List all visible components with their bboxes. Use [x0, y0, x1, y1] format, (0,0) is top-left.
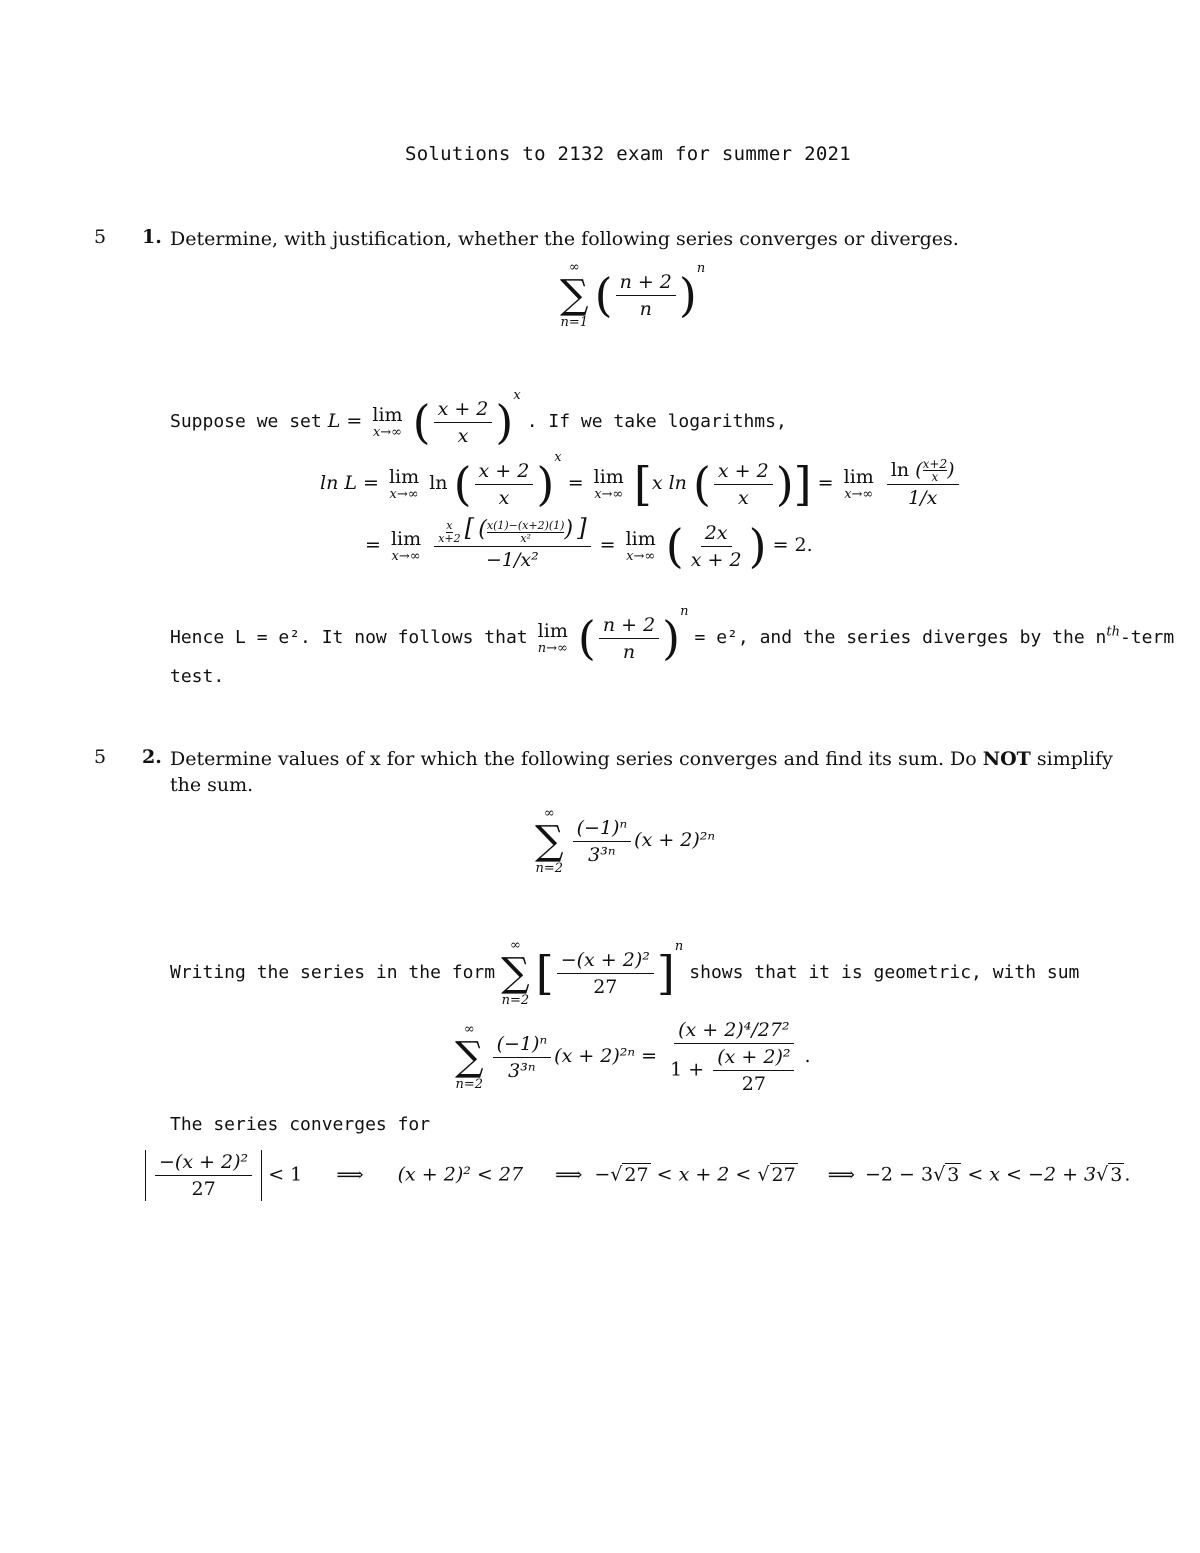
q1-test-text: test. — [170, 666, 225, 687]
equals: = — [641, 1045, 658, 1067]
q2-series — [535, 806, 715, 876]
logs-text: . If we take logarithms, — [526, 411, 787, 432]
q1-hence-line: Hence L = e². It now follows that lim n→∞ ( $\frac{n + 2}{n}$ )$^n$ = e², and the series diverges by the $n^{th}$-term — [170, 604, 1175, 665]
lim-word: lim — [372, 404, 403, 426]
frac-den: x + 2 — [690, 548, 742, 571]
sqrt-27: 27 — [771, 1163, 796, 1186]
frac-num: −(x + 2)² — [557, 948, 654, 974]
q1-sum-lower: n=1 — [560, 315, 589, 330]
small-num: x(1)−(x+2)(1) — [486, 519, 565, 532]
frac-num: (−1)ⁿ — [493, 1032, 552, 1058]
implies-arrow: ⟹ — [827, 1163, 855, 1186]
lim-word: lim — [843, 466, 874, 488]
lim-word: lim — [388, 466, 420, 488]
q2-sum-result — [455, 1018, 811, 1096]
one-plus: 1 + — [670, 1058, 705, 1081]
q2-points: 5 — [94, 746, 107, 768]
lim-word: lim — [537, 620, 568, 642]
equals: = — [599, 534, 616, 556]
q2-prompt-c: the sum. — [170, 774, 254, 796]
sigma-symbol: ∑ — [535, 818, 564, 864]
frac-num: x + 2 — [434, 397, 493, 423]
lim-word: lim — [390, 528, 422, 550]
term-text: -term — [1119, 627, 1175, 648]
q1-sum-upper: ∞ — [568, 260, 580, 275]
document-title: Solutions to 2132 exam for summer 2021 — [404, 143, 852, 165]
step-4b: < x < −2 + 3 — [967, 1163, 1097, 1186]
equals: = — [365, 534, 381, 556]
frac-num: (x + 2)⁴/27² — [674, 1018, 793, 1044]
lim-sub: x→∞ — [844, 487, 874, 502]
step-4a: −2 − 3 — [864, 1163, 934, 1186]
q2-prompt-not: NOT — [982, 748, 1031, 770]
exp-n: n — [680, 604, 689, 619]
lim-sub: n→∞ — [537, 641, 568, 656]
lim-sub: x→∞ — [389, 487, 419, 502]
lnL-eq: ln L = — [320, 472, 379, 494]
small-den: x+2 — [438, 532, 461, 545]
equals: = — [567, 472, 584, 494]
frac-den: x — [457, 424, 469, 447]
suppose-text: Suppose we set — [170, 411, 322, 432]
frac-num: x + 2 — [475, 459, 534, 485]
exp-n: n — [674, 939, 684, 954]
frac-den: n — [622, 640, 636, 663]
q1-term-num: n + 2 — [616, 270, 676, 296]
q2-sum-upper: ∞ — [543, 806, 555, 821]
q2-prompt — [170, 746, 1113, 772]
frac-den: 3³ⁿ — [588, 843, 616, 866]
frac-num: x + 2 — [714, 459, 773, 485]
q2-prompt-a: Determine values of x for which the following series converges and find its sum. Do — [170, 748, 977, 770]
q1-derivation-line: = lim x→∞ $\frac{x}{x+2}$ [ ( $\frac{x(1)-(x+2)(1)}{\text{x²}}$ ) ] −1/x² = lim x→∞ ( $\frac{2x}{x + 2}$ ) = 2. — [365, 514, 813, 573]
implies-arrow: ⟹ — [555, 1163, 583, 1186]
frac-den: 27 — [593, 975, 618, 998]
x-ln: x ln — [651, 472, 687, 494]
frac-den: 27 — [191, 1178, 216, 1200]
frac-num: (−1)ⁿ — [573, 816, 632, 842]
sum-upper: ∞ — [463, 1022, 475, 1037]
frac-num: (x + 2)² — [713, 1045, 794, 1071]
sum-upper: ∞ — [510, 938, 521, 953]
frac-num: 2x — [701, 521, 732, 547]
step-3: < x + 2 < — [656, 1163, 752, 1186]
lim-sub: x→∞ — [372, 425, 402, 440]
q2-inequality-chain: $\frac{\text{−(x + 2)²}}{27}$ < 1 ⟹ (x + 2)² < 27 ⟹ −√ 27 < x + 2 < √ 27 ⟹ −2 − 3√ 3 < x < −2 + 3√ 3 . — [145, 1150, 1130, 1201]
frac-num: n + 2 — [599, 613, 659, 639]
sigma-symbol: ∑ — [560, 272, 589, 318]
geometric-text: shows that it is geometric, with sum — [689, 962, 1080, 983]
exp-x: x — [513, 388, 521, 403]
ln-word: ln — [429, 472, 448, 494]
small-num: x+2 — [922, 457, 948, 472]
small-den: x² — [520, 532, 531, 545]
lim-word: lim — [625, 528, 656, 550]
ln-word: ln — [890, 458, 910, 481]
lim-sub: x→∞ — [594, 487, 624, 502]
term-tail: (x + 2)²ⁿ — [634, 829, 716, 851]
e2-text: = e², and the series diverges by the n — [694, 627, 1107, 648]
period: . — [1124, 1163, 1131, 1186]
frac-den: 1/x — [908, 487, 938, 510]
sum-lower: n=2 — [455, 1077, 484, 1092]
equals: = — [817, 472, 834, 494]
q1-suppose-line: Suppose we set L = lim x→∞ ( $\frac{x + 2}{x}$ )$^x$ . If we take logarithms, — [170, 388, 787, 449]
period: . — [804, 1045, 811, 1067]
q1-series: ∞ ∑ n=1 ( $\frac{n + 2}{n}$ )$^n$ — [560, 260, 706, 330]
q2-converges-text: The series converges for — [170, 1114, 431, 1135]
hence-text: Hence L = e². It now follows that — [170, 627, 528, 648]
small-den: x — [931, 470, 939, 485]
minus: − — [594, 1163, 611, 1186]
less-than-one: < 1 — [268, 1163, 303, 1186]
sigma-symbol: ∑ — [455, 1034, 484, 1080]
q1-points: 5 — [94, 226, 107, 248]
q2-sum-lower: n=2 — [535, 861, 564, 876]
th-sup: th — [1106, 624, 1120, 640]
q1-number: 1. — [142, 226, 162, 248]
sqrt-3: 3 — [1110, 1163, 1123, 1186]
frac-den: x — [737, 486, 749, 509]
L-eq: L = — [327, 410, 363, 432]
exp-x: x — [554, 450, 562, 465]
q1-term-exp: n — [696, 261, 706, 276]
q2-writing-line: Writing the series in the form ∞ ∑ n=2 [ $\frac{\text{−(x + 2)²}}{27}$ ]$^n$ shows that it is geometric, with sum — [170, 938, 1080, 1008]
writing-text: Writing the series in the form — [170, 962, 496, 983]
q1-lnL-line: ln L = lim x→∞ ln ( $\frac{x + 2}{x}$ )$^x$ = lim x→∞ [x ln ( $\frac{x + 2}{x}$ )] = lim x→∞ ln ( $\frac{x+2}{x}$ ) 1/x — [320, 450, 962, 510]
frac-num: −(x + 2)² — [155, 1150, 252, 1176]
frac-den: 3³ⁿ — [508, 1059, 536, 1082]
sum-lower: n=2 — [501, 993, 530, 1008]
sqrt-27: 27 — [624, 1163, 649, 1186]
small-num: x — [446, 519, 453, 532]
equals-two: = 2. — [772, 534, 813, 556]
sqrt-3: 3 — [947, 1163, 960, 1186]
q2-number: 2. — [142, 746, 162, 768]
lim-sub: x→∞ — [391, 549, 421, 564]
implies-arrow: ⟹ — [336, 1163, 364, 1186]
term-tail: (x + 2)²ⁿ — [554, 1045, 636, 1067]
frac-den: x — [498, 486, 510, 509]
step-2: (x + 2)² < 27 — [397, 1163, 524, 1186]
sigma-symbol: ∑ — [501, 950, 530, 996]
q2-prompt-b: simplify — [1036, 748, 1113, 770]
frac-den: 27 — [741, 1073, 766, 1095]
q1-prompt: Determine, with justification, whether the following series converges or diverges. — [170, 228, 959, 250]
q1-term-den: n — [639, 297, 652, 320]
lim-sub: x→∞ — [626, 549, 656, 564]
frac-den: −1/x² — [486, 549, 539, 571]
lim-word: lim — [593, 466, 624, 488]
